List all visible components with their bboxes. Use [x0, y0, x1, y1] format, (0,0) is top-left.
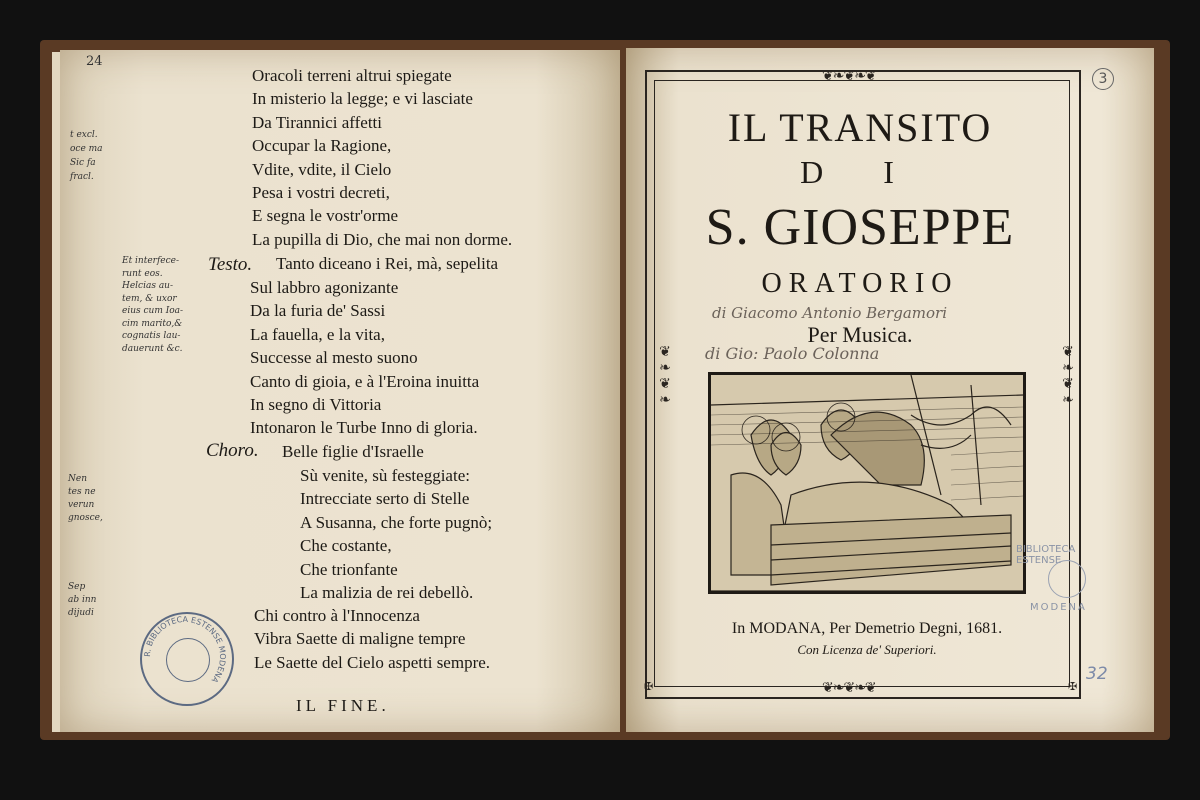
- verse-line: Intonaron le Turbe Inno di gloria.: [250, 418, 478, 438]
- verse-line: Successe al mesto suono: [250, 348, 418, 368]
- stamp-crest-icon: [1048, 560, 1086, 598]
- right-ornament-icon: ❦❧❦❧: [1060, 344, 1076, 408]
- title-line-2: D I: [800, 154, 920, 190]
- margin-note: tes ne: [68, 487, 96, 497]
- left-ornament-icon: ❦❧❦❧: [657, 344, 673, 408]
- stamp-text: R. BIBLIOTECA ESTENSE MODENA: [142, 614, 228, 685]
- verse-line: In segno di Vittoria: [250, 395, 382, 414]
- margin-note: Nen: [68, 474, 87, 484]
- corner-icon: ✠: [644, 680, 654, 693]
- margin-note: Sep: [68, 582, 86, 592]
- verse-line: Sul labbro agonizante: [250, 278, 399, 297]
- verse-line: Che trionfante: [300, 559, 398, 579]
- margin-note: dijudi: [68, 608, 94, 618]
- woodcut-scene: [711, 375, 1023, 591]
- verse-line: Le Saette del Cielo aspetti sempre.: [254, 652, 491, 672]
- verse-line: La fauella, e la vita,: [250, 324, 385, 344]
- verse-line: Vibra Saette di maligne tempre: [254, 629, 466, 649]
- library-stamp-faint: [1012, 530, 1122, 620]
- verse-line: Vdite, vdite, il Cielo: [252, 159, 392, 179]
- verse-line: Tanto diceano i Rei, mà, sepelita: [276, 254, 499, 273]
- verse-line: Belle figlie d'Israelle: [282, 442, 424, 461]
- verse-line: Oracoli terreni altrui spiegate: [252, 66, 452, 85]
- per-musica: Per Musica.: [807, 322, 913, 347]
- verse-line: A Susanna, che forte pugnò;: [300, 512, 493, 532]
- speaker-choro: Choro.: [206, 440, 259, 461]
- speaker-testo: Testo.: [208, 254, 253, 275]
- margin-note: cim marito,&: [122, 318, 183, 329]
- verse-line: Intrecciate serto di Stelle: [300, 489, 470, 509]
- margin-note: eius cum Ioa-: [122, 306, 184, 316]
- verse-line: In misterio la legge; e vi lasciate: [252, 89, 473, 109]
- top-ornament-icon: ❦❧❦❧❦: [822, 68, 876, 84]
- verse-line: Canto di gioia, e à l'Eroina inuitta: [250, 371, 480, 391]
- verse-line: La malizia de rei debellò.: [300, 583, 474, 602]
- corner-icon: ✠: [1068, 680, 1078, 693]
- stamp-ring-text: [140, 612, 230, 702]
- bottom-ornament-icon: ❦❧❦❧❦: [822, 680, 876, 696]
- pencil-note: 32: [1086, 664, 1108, 684]
- margin-note: ab inn: [68, 595, 97, 605]
- verse-line: Chi contro à l'Innocenza: [254, 606, 420, 625]
- imprint-line: In MODANA, Per Demetrio Degni, 1681.: [731, 620, 1003, 637]
- folio-mark: 3: [1092, 68, 1114, 90]
- handwritten-author: di Giacomo Antonio Bergamori: [712, 304, 947, 322]
- margin-note: fracl.: [70, 172, 94, 182]
- margin-note: gnosce,: [68, 513, 103, 523]
- margin-note: oce ma: [70, 144, 103, 154]
- verse-line: Da la furia de' Sassi: [250, 301, 386, 321]
- stamp-text-bottom: MODENA: [1030, 602, 1087, 613]
- margin-note: t excl.: [70, 130, 98, 140]
- library-stamp: [140, 612, 234, 706]
- verse-line: E segna le vostr'orme: [252, 206, 399, 226]
- page-number: 24: [86, 54, 103, 69]
- verse-line: Occupar la Ragione,: [252, 136, 392, 156]
- woodcut-illustration: [708, 372, 1026, 594]
- margin-note: Sic fa: [70, 158, 96, 168]
- margin-note: Et interfece-: [122, 256, 180, 266]
- handwritten-owner: di Gio: Paolo Colonna: [705, 344, 880, 363]
- margin-note: runt eos.: [122, 268, 163, 279]
- license-line: Con Licenza de' Superiori.: [797, 642, 937, 657]
- margin-note: tem, & uxor: [122, 293, 177, 304]
- verse-line: Che costante,: [300, 536, 392, 556]
- verse-line: Sù venite, sù festeggiate:: [300, 466, 470, 485]
- svg-text:R. BIBLIOTECA ESTENSE MODENA: [143, 615, 227, 685]
- verse-line: Da Tirannici affetti: [252, 112, 382, 132]
- title-line-1: IL TRANSITO: [727, 105, 993, 150]
- title-line-4: ORATORIO: [761, 268, 959, 299]
- margin-note: Helcias au-: [122, 281, 174, 291]
- stamp-text-top: BIBLIOTECA ESTENSE: [1016, 544, 1076, 566]
- margin-note: cognatis lau-: [122, 331, 181, 341]
- margin-note: dauerunt &c.: [122, 343, 183, 354]
- verse-line: Pesa i vostri decreti,: [252, 183, 390, 202]
- title-line-3: S. GIOSEPPE: [705, 199, 1015, 256]
- bleed-through-text: [560, 62, 622, 702]
- margin-note: verun: [68, 500, 95, 510]
- end-text: IL FINE.: [296, 696, 390, 715]
- verse-line: La pupilla di Dio, che mai non dorme.: [252, 229, 513, 249]
